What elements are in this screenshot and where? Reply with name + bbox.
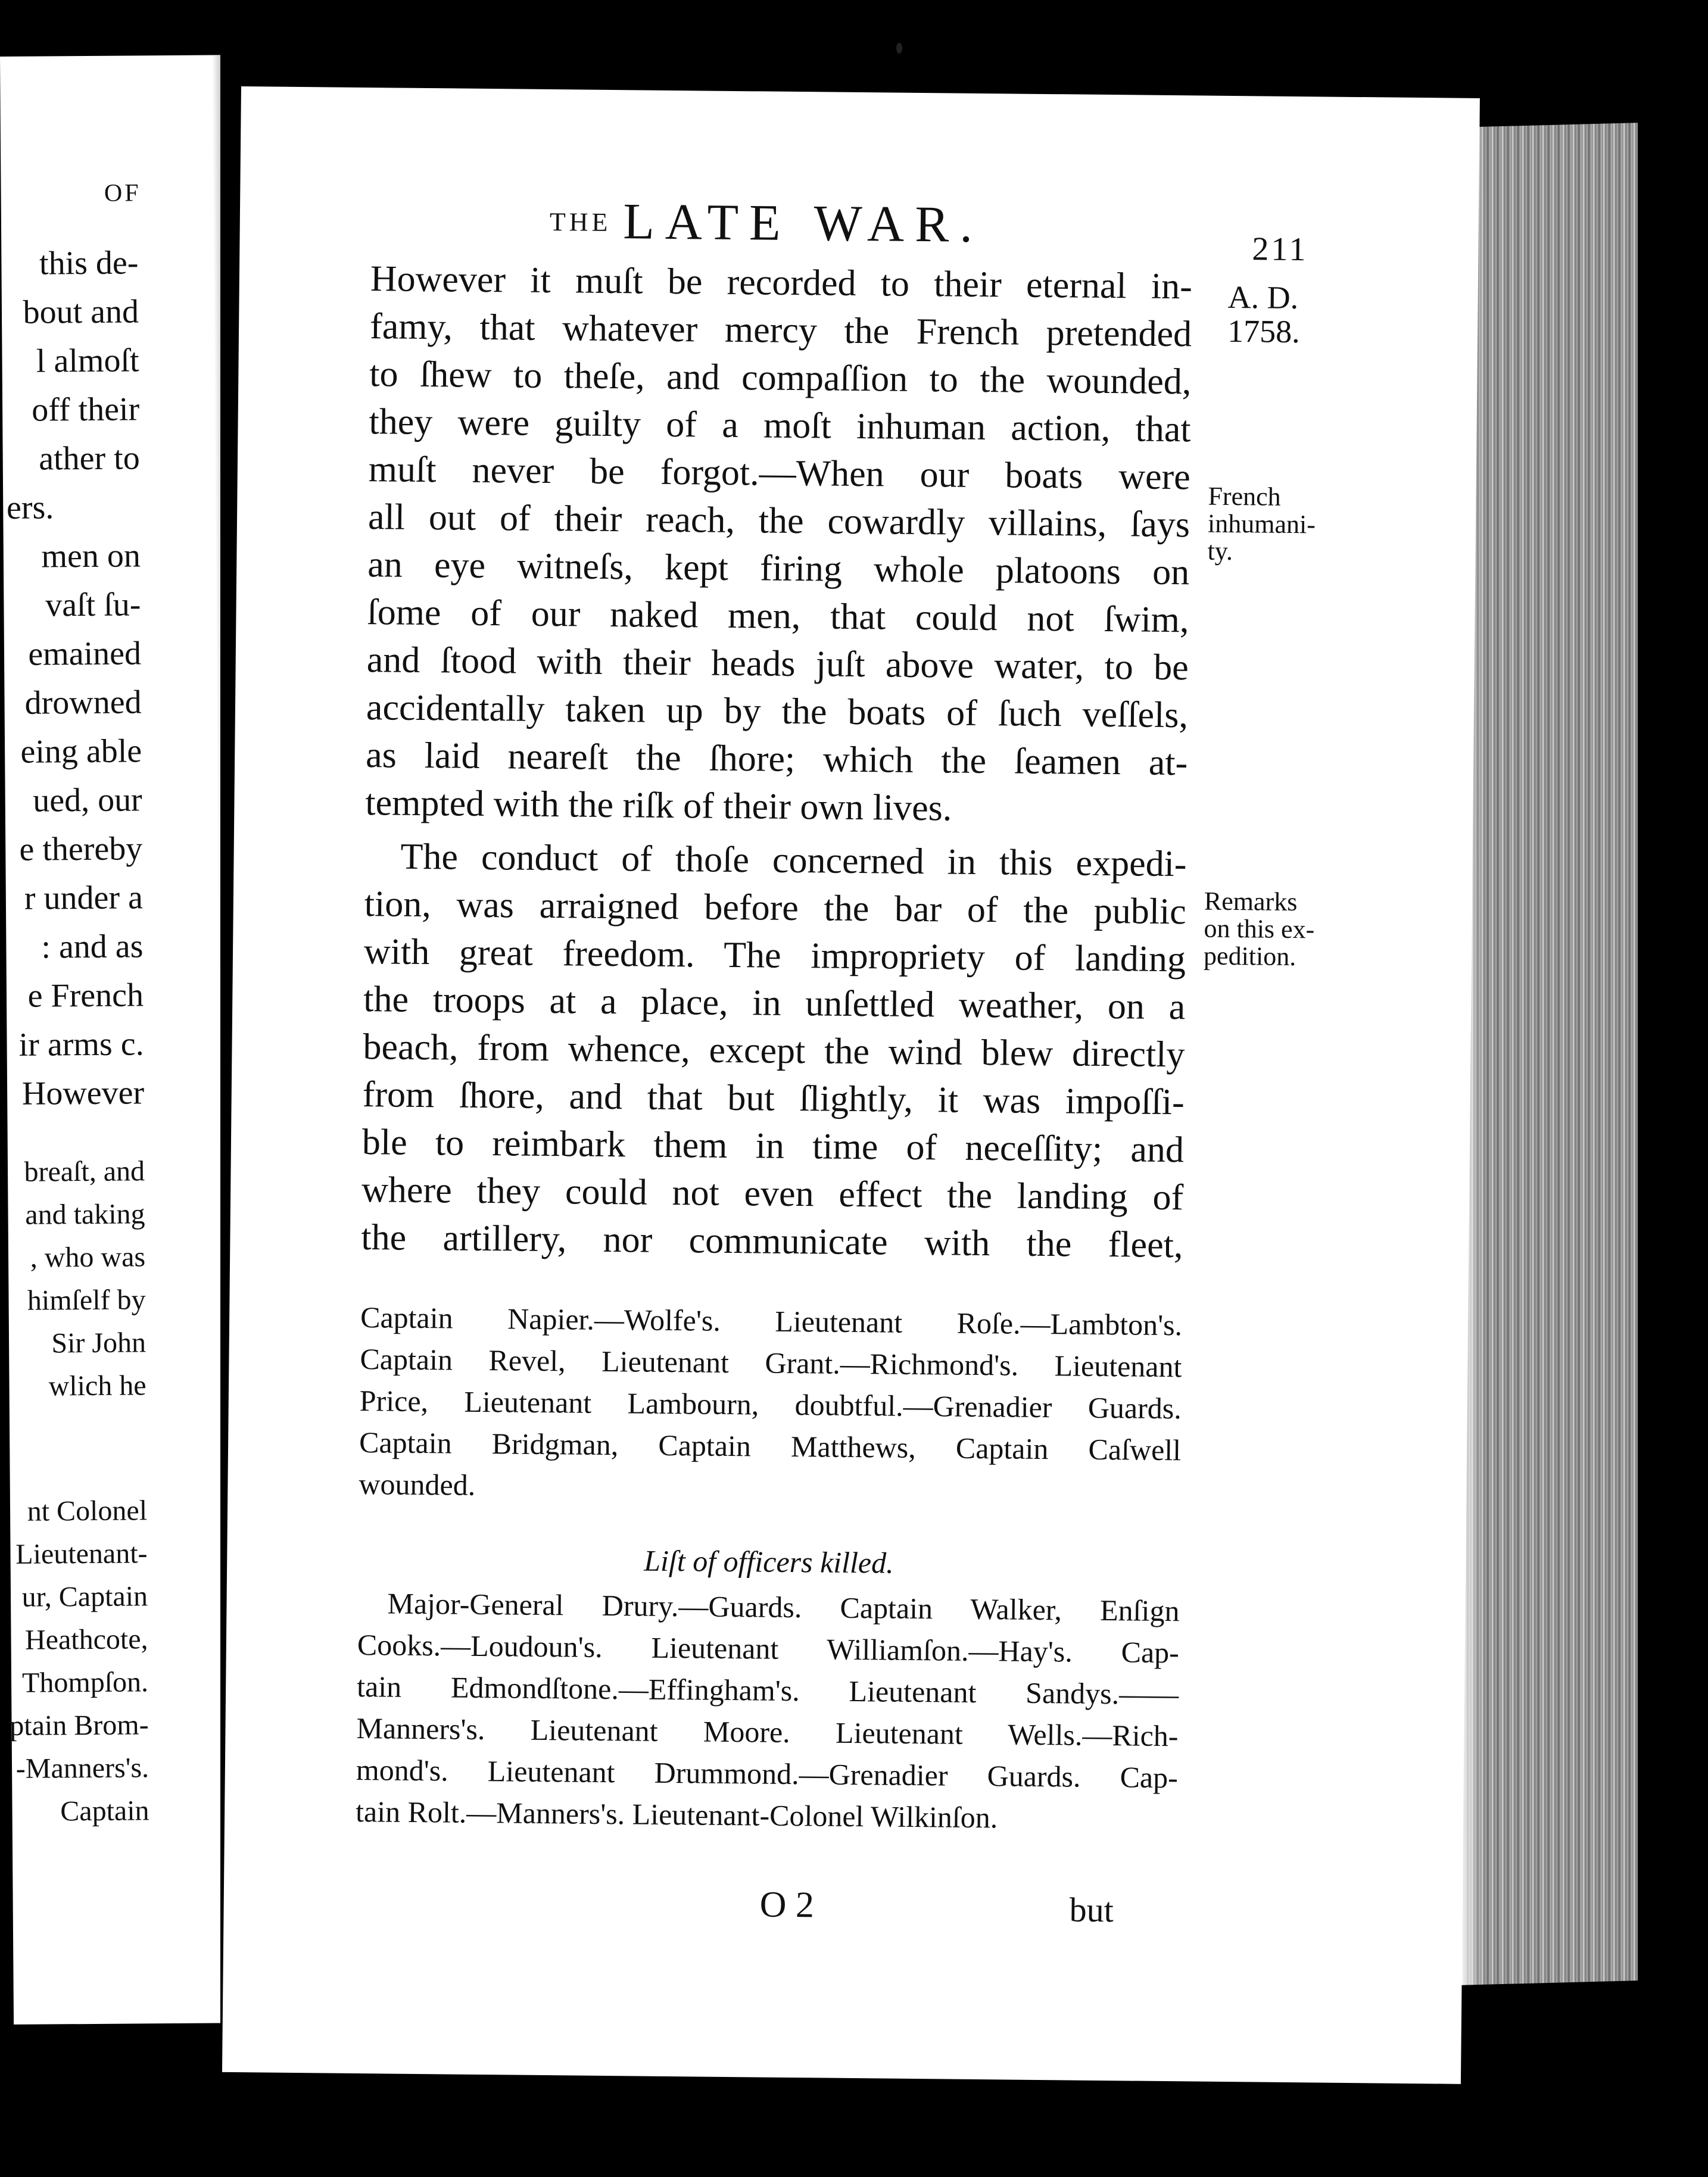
body-line: accidentally taken up by the boats of ſuch veſſels, xyxy=(366,687,1189,736)
body-line: and ſtood with their heads juſt above water, to be xyxy=(366,640,1189,688)
body-line: ble to reimbark them in time of neceſſity; and xyxy=(361,1122,1185,1171)
body-line: beach, from whence, except the wind blew directly xyxy=(363,1027,1185,1075)
footnote-line: Price, Lieutenant Lambourn, doubtful.—Grenadier Guards. xyxy=(359,1384,1182,1426)
footnote-line: Cooks.—Loudoun's. Lieutenant Williamſon.—Hay's. Cap- xyxy=(357,1627,1180,1670)
left-line: eing able xyxy=(20,732,142,771)
left-page-fragment xyxy=(0,55,234,2025)
footnote-line: tain Edmondſtone.—Effingham's. Lieutenant Sandys.—— xyxy=(356,1669,1179,1711)
footnote-line: Captain Napier.—Wolfe's. Lieutenant Roſe.—Lambton's. xyxy=(360,1300,1183,1342)
margin-note-inhumanity: French inhumani- ty. xyxy=(1207,481,1316,566)
left-note-line: breaſt, and xyxy=(24,1155,145,1188)
left-note-line: Thompſon. xyxy=(21,1666,149,1699)
left-line: drowned xyxy=(24,684,142,722)
margin-note-remarks: Remarks on this ex- pedition. xyxy=(1203,886,1315,972)
left-note-line: nt Colonel xyxy=(27,1495,148,1527)
left-line: ir arms c. xyxy=(18,1025,144,1063)
footnote-line: Major-General Drury.—Guards. Captain Walker, Enſign xyxy=(387,1586,1180,1628)
left-line: off their xyxy=(32,391,140,429)
left-line: e French xyxy=(27,977,144,1015)
left-note-line: himſelf by xyxy=(27,1284,146,1317)
footnote-line: tain Rolt.—Manners's. Lieutenant-Colonel Wilkinſon. xyxy=(355,1794,998,1835)
left-note-line: Heathcote, xyxy=(24,1623,148,1656)
body-line: the artillery, nor communicate with the fleet, xyxy=(361,1217,1183,1266)
left-line: ued, our xyxy=(32,781,142,819)
left-note-line: ptain Brom- xyxy=(10,1709,149,1742)
left-line: bout and xyxy=(23,293,139,331)
left-note-line: Lieutenant- xyxy=(15,1537,148,1570)
left-note-line: -Manners's. xyxy=(15,1752,149,1785)
left-running-head: OF xyxy=(104,179,141,207)
left-note-line: and taking xyxy=(25,1198,145,1231)
body-line: ſome of our naked men, that could not ſwim, xyxy=(367,592,1189,641)
signature-mark: O 2 xyxy=(759,1884,815,1926)
left-note-line: wlich he xyxy=(48,1370,147,1402)
body-line: tempted with the riſk of their own lives. xyxy=(365,782,952,829)
footnote-line: Captain Revel, Lieutenant Grant.—Richmond's. Lieutenant xyxy=(360,1342,1182,1384)
footnote-heading: Liſt of officers killed. xyxy=(643,1543,894,1580)
body-line: from ſhore, and that but ſlightly, it was impoſſi- xyxy=(362,1074,1185,1123)
left-line: this de- xyxy=(39,244,139,282)
body-line: where they could not even effect the landing of xyxy=(361,1169,1184,1218)
body-line: However it muſt be recorded to their eternal in- xyxy=(370,258,1193,307)
left-line: vaſt ſu- xyxy=(45,586,141,624)
body-line: tion, was arraigned before the bar of the public xyxy=(364,884,1187,932)
body-line: to ſhew to theſe, and compaſſion to the wounded, xyxy=(369,354,1192,403)
margin-date: A. D. 1758. xyxy=(1227,279,1300,350)
body-line: famy, that whatever mercy the French pretended xyxy=(369,306,1192,355)
footnote-line: mond's. Lieutenant Drummond.—Grenadier Guards. Cap- xyxy=(356,1752,1179,1795)
left-note-line: ur, Captain xyxy=(21,1580,148,1613)
left-note-line: Captain xyxy=(60,1795,149,1827)
left-line: men on xyxy=(41,537,141,575)
body-line: all out of their reach, the cowardly villains, ſays xyxy=(367,497,1190,545)
scan-speck xyxy=(896,43,902,54)
left-line: emained xyxy=(28,635,142,673)
left-line: l almoſt xyxy=(36,342,139,380)
body-line: as laid neareſt the ſhore; which the ſeamen at- xyxy=(365,735,1188,784)
catchword: but xyxy=(1069,1890,1114,1930)
left-line: ers. xyxy=(6,489,54,526)
body-line: muſt never be forgot.—When our boats were xyxy=(368,449,1191,498)
body-line: they were guilty of a moſt inhuman action, that xyxy=(369,401,1191,450)
left-line: ather to xyxy=(39,439,140,478)
left-line: However xyxy=(21,1074,145,1112)
footnote-line: Manners's. Lieutenant Moore. Lieutenant Wells.—Rich- xyxy=(356,1711,1179,1753)
footnote-line: Captain Bridgman, Captain Matthews, Captain Caſwell xyxy=(359,1426,1182,1467)
page-block-edge xyxy=(1459,123,1638,1985)
right-page xyxy=(222,86,1480,2084)
left-note-line: Sir John xyxy=(51,1327,147,1359)
running-head xyxy=(549,191,983,254)
left-line: r under a xyxy=(24,879,144,917)
running-head-article: THE xyxy=(549,207,612,237)
running-head-title: LATE WAR. xyxy=(622,192,984,253)
body-line: an eye witneſs, kept firing whole platoons on xyxy=(367,544,1190,593)
left-line: e thereby xyxy=(19,830,143,868)
body-line: The conduct of thoſe concerned in this expedi- xyxy=(400,836,1187,885)
body-line: with great freedom. The impropriety of landing xyxy=(363,931,1186,980)
left-line: : and as xyxy=(41,928,144,966)
left-note-line: , who was xyxy=(30,1241,146,1274)
footnote-line: wounded. xyxy=(359,1467,476,1502)
page-number: 211 xyxy=(1252,230,1308,269)
body-line: the troops at a place, in unſettled weather, on a xyxy=(363,979,1186,1028)
